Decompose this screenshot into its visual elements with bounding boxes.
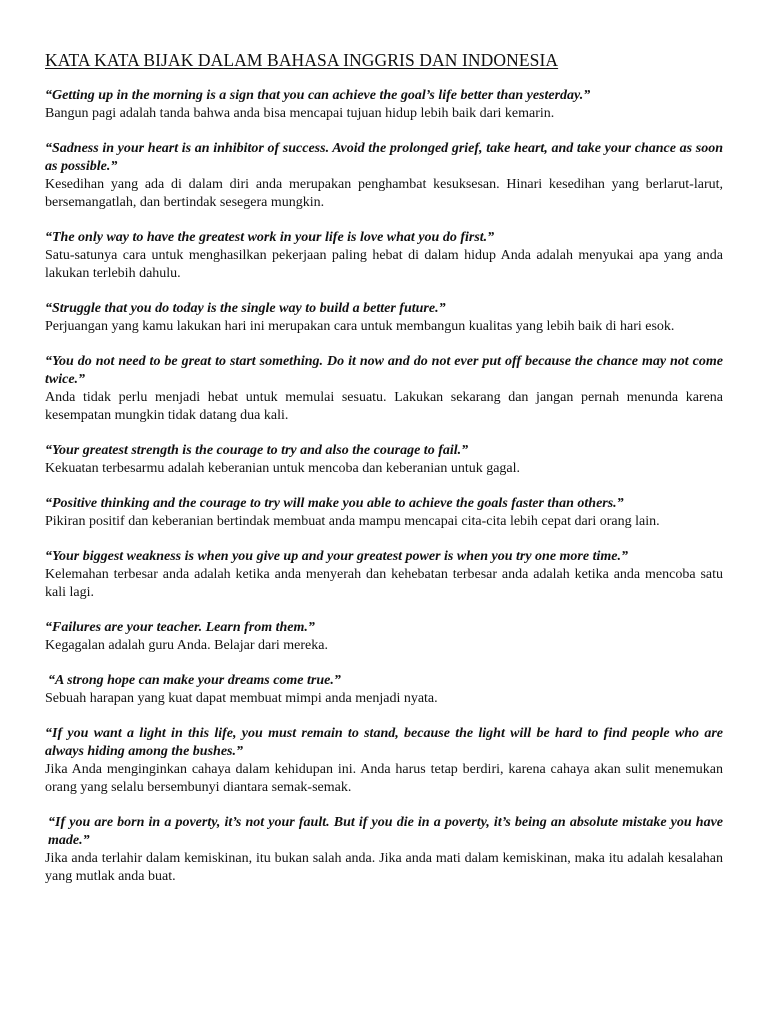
quote-entry (45, 619, 723, 655)
quote-indonesian: Kelemahan terbesar anda adalah ketika anda menyerah dan kehebatan terbesar anda adalah ketika anda mencoba satu kali lagi. (45, 567, 723, 600)
quote-entry (45, 725, 723, 797)
quote-entry (45, 140, 723, 212)
quote-entry (45, 548, 723, 602)
quote-indonesian: Anda tidak perlu menjadi hebat untuk memulai sesuatu. Lakukan sekarang dan jangan pernah menunda karena kesempatan mungkin tidak datang dua kali. (45, 390, 723, 423)
quote-entry (45, 814, 723, 886)
quote-english: “Struggle that you do today is the single way to build a better future.” (45, 301, 446, 316)
document-title: KATA KATA BIJAK DALAM BAHASA INGGRIS DAN INDONESIA (45, 50, 559, 70)
quote-entry (45, 229, 723, 283)
quote-english: “You do not need to be great to start something. Do it now and do not ever put off because the chance may not come twice.” (45, 354, 723, 387)
quote-indonesian: Satu-satunya cara untuk menghasilkan pekerjaan paling hebat di dalam hidup Anda adalah menyukai apa yang anda lakukan terlebih dahulu. (45, 248, 723, 281)
quote-english: “The only way to have the greatest work in your life is love what you do first.” (45, 230, 495, 245)
quote-english: “A strong hope can make your dreams come true.” (48, 673, 341, 688)
quote-indonesian: Kekuatan terbesarmu adalah keberanian untuk mencoba dan keberanian untuk gagal. (45, 461, 521, 476)
quote-indonesian: Jika anda terlahir dalam kemiskinan, itu bukan salah anda. Jika anda mati dalam kemiskinan, maka itu adalah kesalahan yang mutlak anda buat. (45, 851, 723, 884)
quote-english: “Your biggest weakness is when you give up and your greatest power is when you try one more time.” (45, 549, 628, 564)
quote-indonesian: Kegagalan adalah guru Anda. Belajar dari mereka. (45, 638, 328, 653)
quote-indonesian: Kesedihan yang ada di dalam diri anda merupakan penghambat kesuksesan. Hinari kesedihan yang berlarut-larut, bersemangatlah, dan bertindak sesegera mungkin. (45, 177, 723, 210)
quote-english: “Getting up in the morning is a sign that you can achieve the goal’s life better than yesterday.” (45, 88, 591, 103)
quote-indonesian: Pikiran positif dan keberanian bertindak membuat anda mampu mencapai cita-cita lebih cepat dari orang lain. (45, 514, 660, 529)
quote-indonesian: Jika Anda menginginkan cahaya dalam kehidupan ini. Anda harus tetap berdiri, karena cahaya akan sulit menemukan orang yang selalu bersembunyi diantara semak-semak. (45, 762, 723, 795)
quote-english: “Positive thinking and the courage to try will make you able to achieve the goals faster than others.” (45, 496, 624, 511)
quote-indonesian: Sebuah harapan yang kuat dapat membuat mimpi anda menjadi nyata. (45, 691, 438, 706)
quote-entry (45, 87, 723, 123)
quote-entry (45, 672, 723, 708)
quote-indonesian: Bangun pagi adalah tanda bahwa anda bisa mencapai tujuan hidup lebih baik dari kemarin. (45, 106, 555, 121)
quote-indonesian: Perjuangan yang kamu lakukan hari ini merupakan cara untuk membangun kualitas yang lebih baik di hari esok. (45, 319, 675, 334)
quote-entry (45, 495, 723, 531)
quote-english: “If you want a light in this life, you must remain to stand, because the light will be hard to find people who are always hiding among the bushes.” (45, 726, 723, 759)
quote-entry (45, 300, 723, 336)
quote-entry (45, 442, 723, 478)
document-page (45, 50, 723, 903)
quote-entry (45, 353, 723, 425)
quote-english: “Your greatest strength is the courage to try and also the courage to fail.” (45, 443, 469, 458)
quote-english: “Sadness in your heart is an inhibitor of success. Avoid the prolonged grief, take heart, and take your chance as soon as possible.” (45, 141, 723, 174)
quote-english: “Failures are your teacher. Learn from them.” (45, 620, 315, 635)
quote-english: “If you are born in a poverty, it’s not your fault. But if you die in a poverty, it’s being an absolute mistake you have made.” (48, 815, 723, 848)
